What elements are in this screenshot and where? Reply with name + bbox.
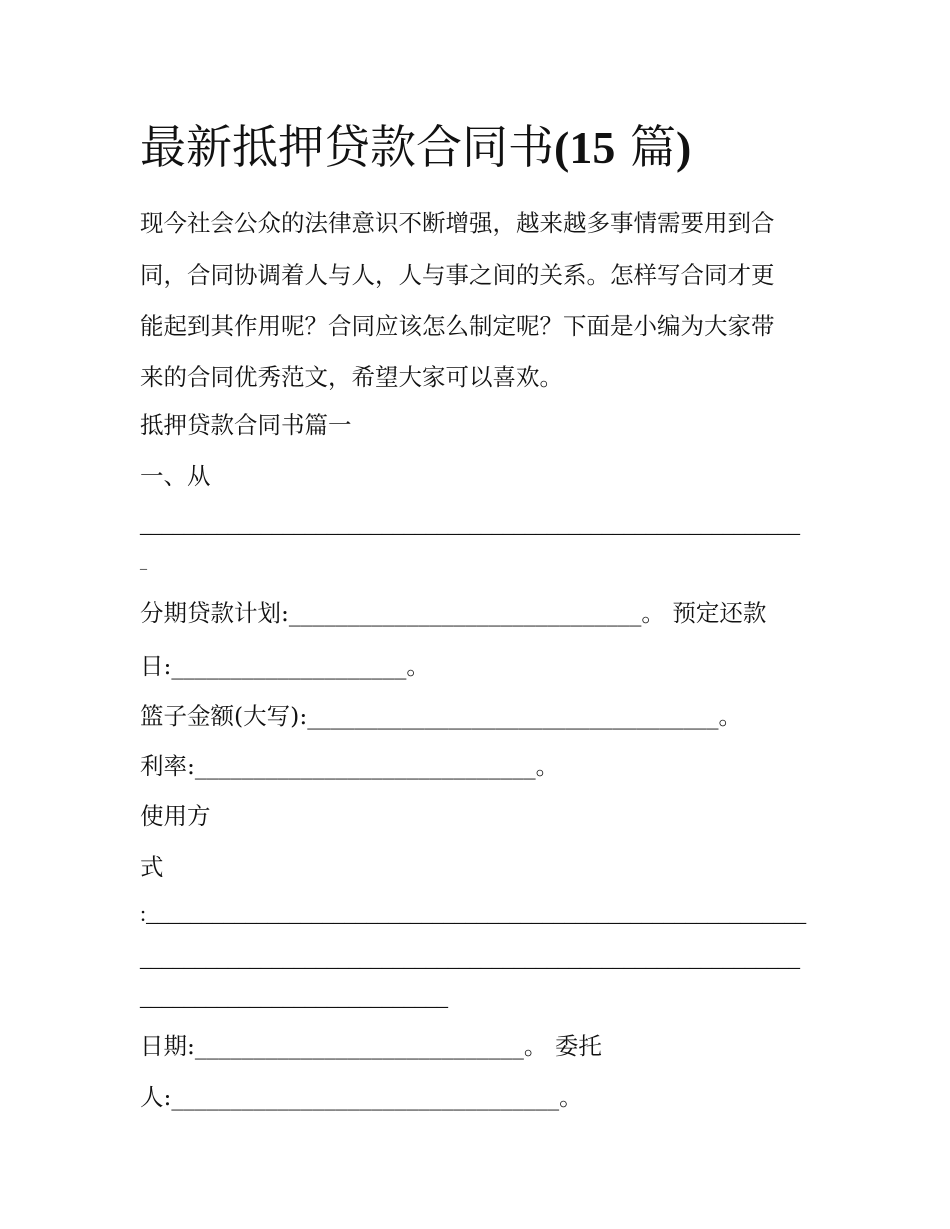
section-heading: 抵押贷款合同书篇一 — [140, 411, 352, 439]
repayment-day-line: 日:____________________。 — [140, 652, 430, 680]
title-number-part: (15 — [554, 122, 616, 173]
blank-long-line-1: ____________________________________________________________ — [140, 512, 800, 537]
title-cjk-part-2: 篇 — [629, 120, 676, 174]
usage-blank-line-2: ____________________________________________________________ — [140, 946, 800, 971]
title-close-paren: ) — [675, 122, 692, 173]
installment-plan-line: 分期贷款计划:______________________________。 预定还款 — [140, 599, 767, 627]
usage-label-1: 使用方 — [140, 802, 211, 830]
rate-line: 利率:_____________________________。 — [140, 752, 560, 780]
intro-line-4: 来的合同优秀范文，希望大家可以喜欢。 — [140, 363, 563, 391]
blank-short-line-1: _ — [140, 557, 147, 572]
amount-line: 篮子金额(大写):___________________________________。 — [140, 702, 743, 730]
usage-blank-line-1: :____________________________________________________________ — [140, 901, 807, 926]
document-title — [140, 116, 691, 179]
person-line: 人:_________________________________。 — [140, 1083, 583, 1111]
usage-blank-line-3: ____________________________ — [140, 985, 448, 1010]
item-one-label: 一、从 — [140, 462, 211, 490]
title-cjk-part: 最新抵押贷款合同书 — [140, 120, 554, 174]
intro-line-3: 能起到其作用呢？合同应该怎么制定呢？下面是小编为大家带 — [140, 312, 775, 340]
usage-label-2: 式 — [140, 853, 164, 881]
intro-line-2: 同，合同协调着人与人，人与事之间的关系。怎样写合同才更 — [140, 261, 775, 289]
date-line: 日期:____________________________。 委托 — [140, 1032, 602, 1060]
intro-line-1: 现今社会公众的法律意识不断增强，越来越多事情需要用到合 — [140, 209, 775, 237]
